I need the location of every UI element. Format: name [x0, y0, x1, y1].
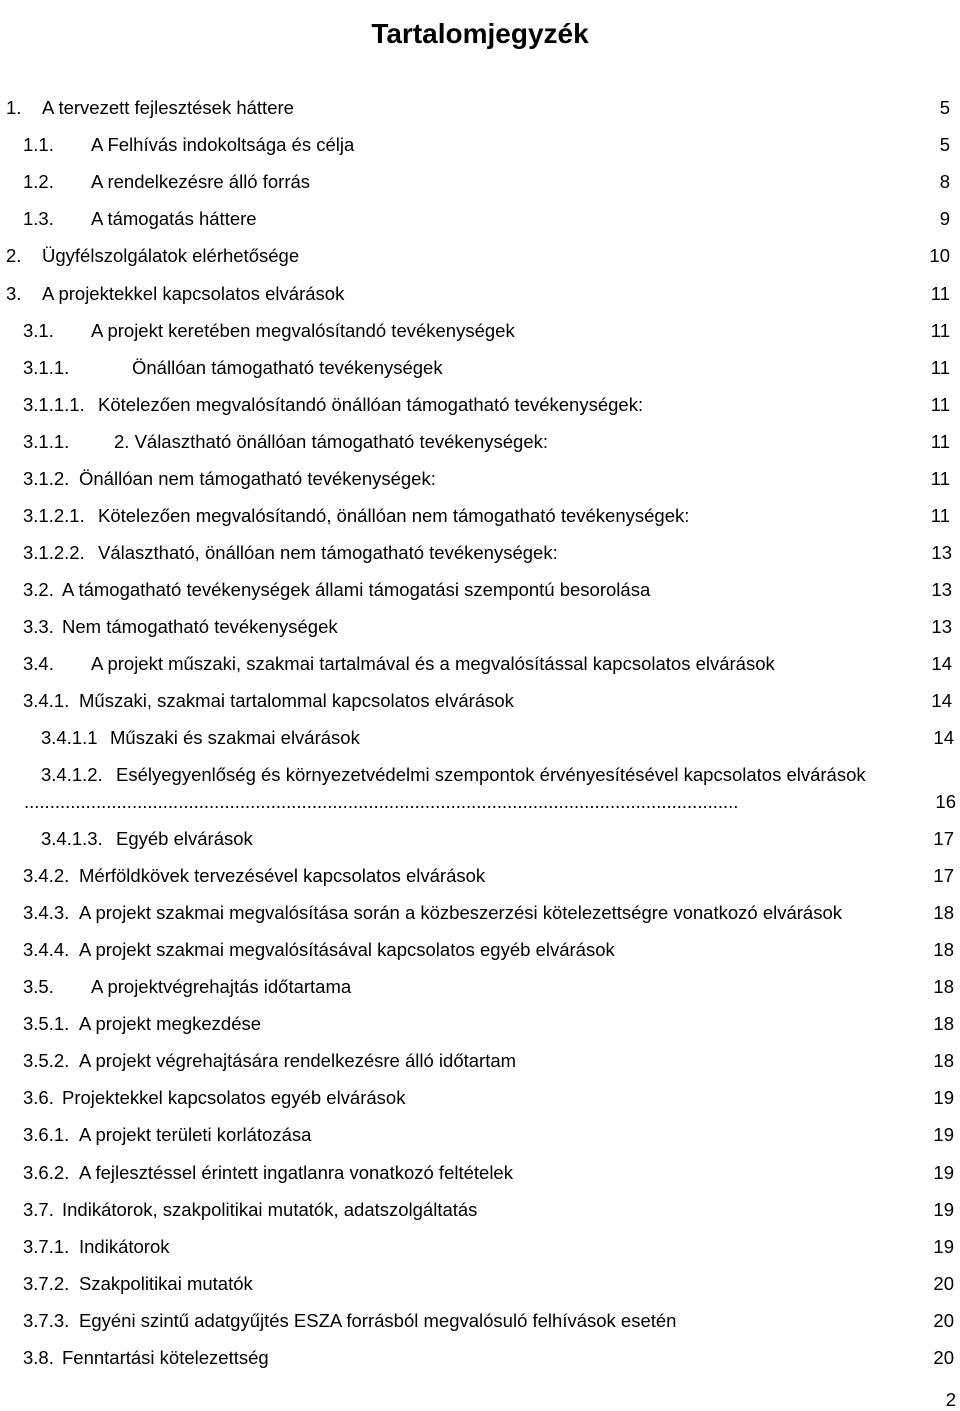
toc-entry-title: A projekt műszaki, szakmai tartalmával és a megvalósítással kapcsolatos elvárások	[91, 653, 775, 674]
toc-entry-page: 11	[930, 505, 950, 526]
toc-entry-number: 3.7.1.	[23, 1236, 70, 1257]
toc-entry-number: 3.7.2.	[23, 1273, 70, 1294]
toc-entry-number: 3.6.	[23, 1087, 54, 1108]
toc-entry-title: Egyéni szintű adatgyűjtés ESZA forrásból megvalósuló felhívások esetén	[79, 1310, 677, 1331]
toc-entry-number: 1.2.	[23, 171, 54, 192]
page-title: Tartalomjegyzék	[371, 17, 589, 49]
page-number: 2	[945, 1389, 956, 1410]
toc-entry[interactable]	[0, 725, 960, 751]
toc-entry-page: 5	[939, 134, 950, 155]
toc-entry-title: A projekt területi korlátozása	[79, 1124, 312, 1145]
toc-entry-page: 5	[939, 97, 950, 118]
toc-entry[interactable]	[0, 762, 960, 826]
toc-entry[interactable]	[0, 1345, 960, 1371]
toc-entry-title: Önállóan támogatható tevékenységek	[132, 357, 443, 378]
toc-entry-page: 20	[933, 1310, 954, 1331]
toc-entry-title: A projekt szakmai megvalósítása során a közbeszerzési kötelezettségre vonatkozó elvárások	[79, 902, 842, 923]
toc-entry-page: 18	[933, 1050, 954, 1071]
toc-entry-title: A projekt megkezdése	[79, 1013, 262, 1034]
toc-entry[interactable]	[0, 243, 960, 269]
toc-entry-page: 16	[935, 791, 956, 812]
toc-entry[interactable]	[0, 132, 960, 158]
toc-entry-number: 3.6.2.	[23, 1162, 70, 1183]
toc-entry-page: 11	[930, 283, 950, 304]
toc-entry[interactable]	[0, 937, 960, 963]
toc-entry-page: 13	[931, 542, 952, 563]
toc-entry-page: 8	[939, 171, 950, 192]
toc-entry[interactable]	[0, 1122, 960, 1148]
toc-entry[interactable]	[0, 688, 960, 714]
toc-entry-number: 3.1.1.	[23, 357, 70, 378]
toc-entry-number: 2.	[6, 245, 22, 266]
toc-entry-title: Választható, önállóan nem támogatható tevékenységek:	[98, 542, 558, 563]
toc-entry-page: 11	[930, 394, 950, 415]
toc-entry-page: 13	[931, 616, 952, 637]
toc-entry-title: Kötelezően megvalósítandó önállóan támogatható tevékenységek:	[98, 394, 644, 415]
toc-entry-page: 19	[933, 1199, 954, 1220]
toc-entry-number: 3.4.3.	[23, 902, 70, 923]
toc-entry[interactable]	[0, 429, 960, 455]
toc-entry[interactable]	[0, 466, 960, 492]
toc-entry[interactable]	[0, 281, 960, 307]
toc-entry-page: 11	[930, 468, 950, 489]
toc-entry-title: Nem támogatható tevékenységek	[62, 616, 338, 637]
toc-entry-page: 14	[933, 727, 954, 748]
toc-entry-page: 9	[939, 208, 950, 229]
toc-entry-page: 11	[930, 357, 950, 378]
toc-entry-page: 19	[933, 1087, 954, 1108]
toc-entry[interactable]	[0, 863, 960, 889]
toc-entry-page: 18	[933, 902, 954, 923]
toc-entry-page: 17	[933, 865, 954, 886]
toc-entry[interactable]	[0, 826, 960, 852]
toc-entry-title: Projektekkel kapcsolatos egyéb elvárások	[62, 1087, 406, 1108]
toc-entry-title: Műszaki és szakmai elvárások	[110, 727, 360, 748]
toc-entry-title: A Felhívás indokoltsága és célja	[91, 134, 355, 155]
toc-entry-number: 3.5.1.	[23, 1013, 70, 1034]
toc-entry[interactable]	[0, 900, 960, 926]
toc-entry-title: A projektekkel kapcsolatos elvárások	[42, 283, 345, 304]
toc-entry-number: 1.3.	[23, 208, 54, 229]
toc-entry-number: 3.4.1.1	[41, 727, 98, 748]
toc-entry-dot-leader: ...........................................................................................................................................	[24, 791, 739, 812]
toc-entry-title: A támogatás háttere	[91, 208, 257, 229]
toc-entry-title: Szakpolitikai mutatók	[79, 1273, 253, 1294]
toc-entry-title: A projekt végrehajtására rendelkezésre álló időtartam	[79, 1050, 517, 1071]
toc-entry-title: A projekt szakmai megvalósításával kapcsolatos egyéb elvárások	[79, 939, 615, 960]
toc-entry[interactable]	[0, 169, 960, 195]
toc-entry-number: 3.	[6, 283, 22, 304]
toc-entry[interactable]	[0, 577, 960, 603]
toc-entry-title: Műszaki, szakmai tartalommal kapcsolatos elvárások	[79, 690, 514, 711]
toc-entry[interactable]	[0, 95, 960, 121]
toc-entry[interactable]	[0, 355, 960, 381]
toc-entry-page: 10	[929, 245, 950, 266]
toc-entry-number: 3.4.1.3.	[41, 828, 103, 849]
toc-entry-number: 3.6.1.	[23, 1124, 70, 1145]
toc-entry[interactable]	[0, 206, 960, 232]
toc-entry[interactable]	[0, 1085, 960, 1111]
toc-entry-title: Egyéb elvárások	[116, 828, 253, 849]
toc-entry-title: A fejlesztéssel érintett ingatlanra vonatkozó feltételek	[79, 1162, 513, 1183]
toc-entry-title: 2. Választható önállóan támogatható tevékenységek:	[114, 431, 549, 452]
toc-entry-page: 19	[933, 1124, 954, 1145]
toc-entry-number: 3.4.2.	[23, 865, 70, 886]
toc-entry-number: 3.1.2.	[23, 468, 70, 489]
toc-entry[interactable]	[0, 1271, 960, 1297]
toc-entry-number: 3.4.1.	[23, 690, 70, 711]
toc-entry-number: 1.	[6, 97, 22, 118]
toc-entry-number: 3.3.	[23, 616, 54, 637]
toc-entry-title: Kötelezően megvalósítandó, önállóan nem támogatható tevékenységek:	[98, 505, 690, 526]
toc-entry[interactable]	[0, 1048, 960, 1074]
toc-entry-number: 3.8.	[23, 1347, 54, 1368]
toc-entry-page: 18	[933, 976, 954, 997]
toc-entry-title: Ügyfélszolgálatok elérhetősége	[42, 245, 300, 266]
toc-entry-number: 3.7.	[23, 1199, 54, 1220]
toc-entry-number: 1.1.	[23, 134, 54, 155]
toc-entry-number: 3.4.	[23, 653, 54, 674]
toc-entry[interactable]	[0, 651, 960, 677]
toc-entry[interactable]	[0, 1160, 960, 1186]
toc-entry-page: 20	[933, 1347, 954, 1368]
toc-entry-page: 17	[933, 828, 954, 849]
toc-entry[interactable]	[0, 392, 960, 418]
toc-entry-title: Esélyegyenlőség és környezetvédelmi szempontok érvényesítésével kapcsolatos elvárások	[116, 764, 866, 785]
toc-entry[interactable]	[0, 540, 960, 566]
toc-entry-title: Fenntartási kötelezettség	[62, 1347, 269, 1368]
toc-entry-page: 20	[933, 1273, 954, 1294]
toc-entry-title: Indikátorok, szakpolitikai mutatók, adatszolgáltatás	[62, 1199, 478, 1220]
toc-entry-number: 3.1.1.	[23, 431, 70, 452]
toc-entry-number: 3.4.4.	[23, 939, 70, 960]
toc-entry-title: A rendelkezésre álló forrás	[91, 171, 311, 192]
toc-entry-number: 3.5.2.	[23, 1050, 70, 1071]
toc-entry-page: 11	[930, 320, 950, 341]
toc-entry[interactable]	[0, 318, 960, 344]
toc-entry-title: A projektvégrehajtás időtartama	[91, 976, 352, 997]
toc-entry[interactable]	[0, 1197, 960, 1223]
toc-entry-number: 3.2.	[23, 579, 54, 600]
toc-entry[interactable]	[0, 1308, 960, 1334]
toc-entry-number: 3.1.2.2.	[23, 542, 85, 563]
toc-entry-page: 18	[933, 1013, 954, 1034]
toc-entry-page: 14	[931, 690, 952, 711]
toc-entry-page: 14	[931, 653, 952, 674]
toc-entry-page: 13	[931, 579, 952, 600]
toc-entry-page: 19	[933, 1162, 954, 1183]
toc-entry-number: 3.7.3.	[23, 1310, 70, 1331]
toc-entry-number: 3.1.	[23, 320, 54, 341]
toc-entry-title: Indikátorok	[79, 1236, 170, 1257]
toc-entry-page: 18	[933, 939, 954, 960]
toc-entry-title: A támogatható tevékenységek állami támogatási szempontú besorolása	[62, 579, 651, 600]
toc-entry[interactable]	[0, 1234, 960, 1260]
toc-entry-number: 3.1.1.1.	[23, 394, 85, 415]
toc-entry-title: Mérföldkövek tervezésével kapcsolatos elvárások	[79, 865, 486, 886]
toc-entry-number: 3.1.2.1.	[23, 505, 85, 526]
toc-entry[interactable]	[0, 974, 960, 1000]
toc-entry[interactable]	[0, 1011, 960, 1037]
toc-entry-number: 3.5.	[23, 976, 54, 997]
toc-entry-page: 11	[930, 431, 950, 452]
toc-entry-title: Önállóan nem támogatható tevékenységek:	[79, 468, 436, 489]
toc-entry-title: A projekt keretében megvalósítandó tevékenységek	[91, 320, 515, 341]
toc-entry[interactable]	[0, 614, 960, 640]
toc-entry-title: A tervezett fejlesztések háttere	[42, 97, 294, 118]
toc-entry-page: 19	[933, 1236, 954, 1257]
toc-entry[interactable]	[0, 503, 960, 529]
toc-entry-number: 3.4.1.2.	[41, 764, 103, 785]
